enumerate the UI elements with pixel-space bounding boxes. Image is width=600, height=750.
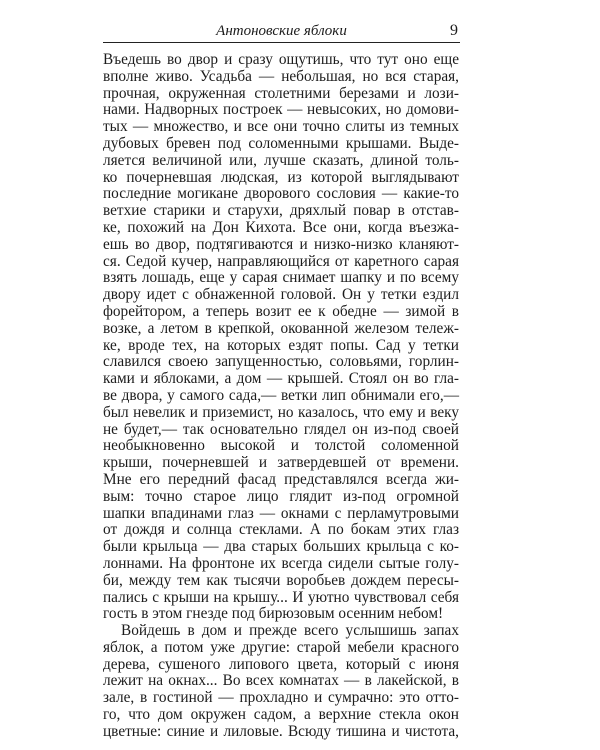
text-line: тых — множество, и все они точно слиты из темных	[103, 118, 459, 136]
text-line: крыши, почерневшей и затвердевшей от времени.	[103, 454, 459, 472]
running-title: Антоновские яблоки	[216, 23, 347, 39]
text-line: зале, в гостиной — прохладно и сумрачно: это отто-	[103, 689, 459, 707]
text-line: пались с крыши на крышу... И уютно чувствовал себя	[103, 588, 459, 606]
text-line: необыкновенно высокой и толстой соломенной	[103, 437, 459, 455]
text-line: ешь во двор, подтягиваются и низко-низко кланяют-	[103, 235, 459, 253]
text-line: не будет,— так основательно глядел он из-под своей	[103, 420, 459, 438]
text-line: цветные: синие и лиловые. Всюду тишина и чистота,	[103, 722, 459, 740]
text-line: Мне его передний фасад представлялся всегда жи-	[103, 470, 459, 488]
text-line: были крыльца — два старых больших крыльца с ко-	[103, 538, 459, 556]
text-line: дубовых бревен под соломенными крышами. Выде-	[103, 134, 459, 152]
text-line: ве двора, у самого сада,— ветки лип обнимали его,—	[103, 386, 459, 404]
text-line: ветхие старики и старухи, дряхлый повар в отстав-	[103, 202, 459, 220]
text-line: двору идет с обнаженной головой. Он у тетки ездил	[103, 286, 459, 304]
paragraph	[103, 623, 459, 741]
text-line: ко почерневшая людская, из которой выглядывают	[103, 168, 459, 186]
text-line: шапки впадинами глаз — окнами с перламутровыми	[103, 504, 459, 522]
text-line: прочная, окруженная столетними березами и лози-	[103, 84, 459, 102]
text-line: яблок, а потом уже другие: старой мебели красного	[103, 638, 459, 656]
text-line: ками и яблоками, а дом — крышей. Стоял он во гла-	[103, 370, 459, 388]
text-line: славился своею запущенностью, соловьями, горлин-	[103, 353, 459, 371]
text-line: вполне живо. Усадьба — небольшая, но вся старая,	[103, 67, 459, 85]
text-line: нами. Надворных построек — невысоких, но домови-	[103, 101, 459, 119]
page-body-text	[103, 52, 459, 741]
text-line: последние могикане дворового сословия — какие-то	[103, 185, 459, 203]
text-line: от дождя и солнца стеклами. А по бокам этих глаз	[103, 521, 459, 539]
text-line: лоннами. На фронтоне их всегда сидели сытые голу-	[103, 554, 459, 572]
text-line: взять лошадь, еще у сарая снимает шапку и по всему	[103, 269, 459, 287]
text-line: ке, вроде тех, на которых ездят попы. Сад у тетки	[103, 336, 459, 354]
text-line: Въедешь во двор и сразу ощутишь, что тут оно еще	[103, 51, 459, 68]
text-line: возке, а летом в крепкой, окованной железом тележ-	[103, 319, 459, 337]
text-line: был невелик и приземист, но казалось, что ему и веку	[103, 403, 459, 421]
text-line: ке, похожий на Дон Кихота. Все они, когда въезжа-	[103, 218, 459, 236]
text-line: форейтором, а теперь возит ее к обедне — зимой в	[103, 302, 459, 320]
page-number: 9	[450, 22, 458, 39]
paragraph	[103, 52, 459, 623]
text-line: гость в этом гнезде под бирюзовым осенним небом!	[103, 605, 444, 623]
text-line: би, между тем как тысячи воробьев дождем пересы-	[103, 571, 459, 589]
text-line: лежит на окнах... Во всех комнатах — в лакейской, в	[103, 672, 459, 690]
text-line: Войдешь в дом и прежде всего услышишь запах	[121, 622, 459, 640]
text-line: вым: точно старое лицо глядит из-под огромной	[103, 487, 459, 505]
page-header	[103, 22, 460, 43]
text-line: дерева, сушеного липового цвета, который с июня	[103, 655, 459, 673]
text-line: ляется величиной или, лучше сказать, длиной толь-	[103, 151, 459, 169]
text-line: го, что дом окружен садом, а верхние стекла окон	[103, 706, 459, 724]
text-line: ся. Седой кучер, направляющийся от каретного сарая	[103, 252, 459, 270]
